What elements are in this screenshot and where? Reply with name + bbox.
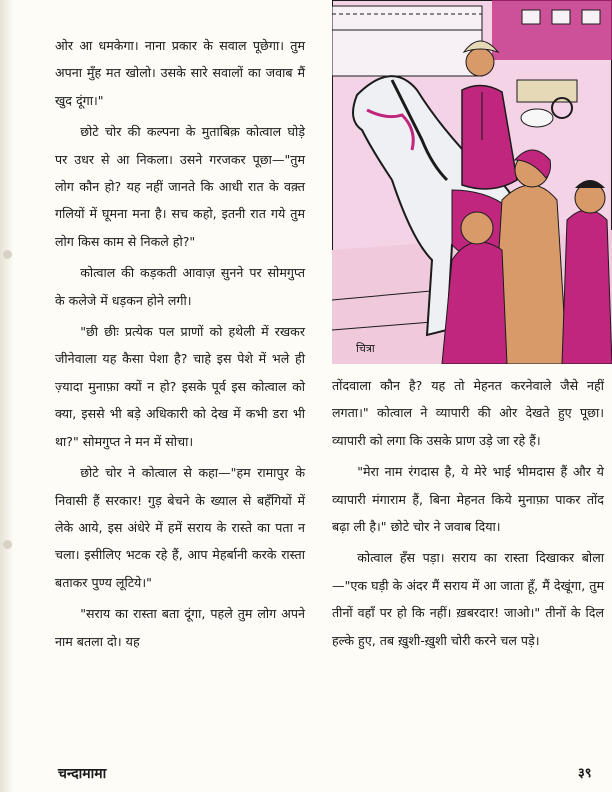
magazine-name: चन्दामामा	[58, 766, 107, 782]
right-text-column	[332, 372, 604, 654]
story-paragraph: "छी छीः प्रत्येक पल प्राणों को हथेली में रखकर जीनेवाला यह कैसा पेशा है? चाहे इस पेशे में भले ही ज़्यादा मुनाफ़ा क्यों न हो? इसके पूर्व इस कोत्वाल को क्या, इससे भी बड़े अधिकारी को देख में कभी डरा भी था?" सोमगुप्त ने मन में सोचा।	[55, 324, 305, 449]
binding-hole	[3, 540, 12, 549]
story-paragraph: कोत्वाल हँस पड़ा। सराय का रास्ता दिखाकर बोला—"एक घड़ी के अंदर मैं सराय में आ जाता हूँ, मैं देखूंगा, तुम तीनों वहाँ पर हो कि नहीं। ख़बरदार! जाओ।" तीनों के दिल हल्के हुए, तब ख़ुशी-ख़ुशी चोरी करने चल पड़े।	[332, 550, 604, 648]
story-paragraph: छोटे चोर ने कोत्वाल से कहा—"हम रामापुर के निवासी हैं सरकार! गुड़ बेचने के ख्याल से बहँगियों में लेके आये, इस अंधेरे में हमें सराय के रास्ते का पता न चला। इसीलिए भटक रहे हैं, आप मेहर्बानी करके रास्ता बताकर पुण्य लूटिये।"	[55, 465, 305, 590]
page-binding-edge	[0, 0, 14, 792]
kotwal-on-horse-illustration	[332, 0, 612, 364]
story-paragraph: "मेरा नाम रंगदास है, ये मेरे भाई भीमदास हैं और ये व्यापारी मंगाराम हैं, बिना मेहनत किये मुनाफ़ा पाकर तोंद बढ़ा ली है।" छोटे चोर ने जवाब दिया।	[332, 464, 604, 535]
page-number: ३९	[578, 766, 592, 781]
story-illustration	[332, 0, 612, 364]
story-paragraph: "सराय का रास्ता बता दूंगा, पहले तुम लोग अपने नाम बतला दो। यह	[55, 606, 305, 649]
artist-signature: चित्रा	[356, 342, 375, 355]
story-paragraph: ओर आ धमकेगा। नाना प्रकार के सवाल पूछेगा। तुम अपना मुँह मत खोलो। उसके सारे सवालों का जवाब मैं खुद दूंगा।"	[55, 38, 305, 108]
story-paragraph: तोंदवाला कौन है? यह तो मेहनत करनेवाले जैसे नहीं लगता।" कोत्वाल ने व्यापारी की ओर देखते हुए पूछा। व्यापारी को लगा कि उसके प्राण उड़े जा रहे हैं।	[332, 378, 604, 448]
binding-hole	[3, 250, 12, 259]
left-text-column	[55, 32, 305, 655]
story-paragraph: कोत्वाल की कड़कती आवाज़ सुनने पर सोमगुप्त के कलेजे में धड़कन होने लगी।	[55, 265, 305, 308]
story-paragraph: छोटे चोर की कल्पना के मुताबिक़ कोत्वाल घोड़े पर उधर से आ निकला। उसने गरजकर पूछा—"तुम लोग कौन हो? यह नहीं जानते कि आधी रात के वक़्त गलियों में घूमना मना है। सच कहो, इतनी रात गये तुम लोग किस काम से निकले हो?"	[55, 124, 305, 249]
